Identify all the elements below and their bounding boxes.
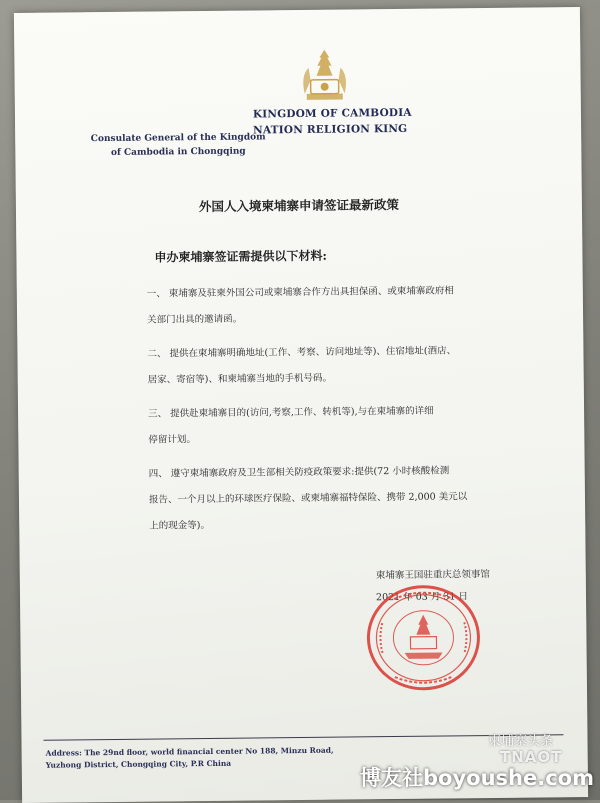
requirement-item-4: 四、 遵守柬埔寨政府及卫生部相关防疫政策要求:提供(72 小时核酸检测 报告、一个月以上的环球医疗保险、或柬埔寨福特保险、携带 2,000 美元以 上的现金等)。 <box>148 465 468 532</box>
document-title: 外国人入境柬埔寨申请签证最新政策 <box>198 196 399 215</box>
requirements-list <box>147 278 530 548</box>
footer-divider <box>43 734 563 740</box>
consulate-line-1: Consulate General of the Kingdom <box>90 132 266 145</box>
watermark-brand-en: TNAOT <box>500 748 563 766</box>
requirement-item-2: 二、 提供在柬埔寨明确地址(工作、考察、访问地址等)、住宿地址(酒店、 居家、寄宿等)、和柬埔寨当地的手机号码。 <box>147 345 457 386</box>
document-subheading: 申办柬埔寨签证需提供以下材料: <box>154 248 327 265</box>
consulate-line-2: of Cambodia in Chongqing <box>110 146 246 158</box>
official-stamp-icon <box>364 582 483 693</box>
watermark-site: 博友社boyoushe.com <box>360 766 594 790</box>
address-block <box>46 745 346 772</box>
kingdom-line: KINGDOM OF CAMBODIA <box>252 106 412 121</box>
motto-line: NATION RELIGION KING <box>253 122 408 137</box>
signature-org: 柬埔寨王国驻重庆总领事馆 <box>375 569 490 582</box>
requirement-item-3: 三、 提供赴柬埔寨目的(访问,考察,工作、转机等),与在柬埔寨的详细 停留计划。 <box>148 405 434 446</box>
requirement-item-1: 一、 柬埔寨及驻柬外国公司或柬埔寨合作方出具担保函、或柬埔寨政府相 关部门出具的邀请函。 <box>146 285 454 326</box>
address-line-2: Yuzhong District, Chongqing City, P.R China <box>45 758 232 770</box>
watermark-brand-cn: 柬埔寨头条 <box>488 734 554 749</box>
consulate-heading <box>83 130 273 160</box>
address-line-1: Address: The 29nd floor, world financial center No 188, Minzu Road, <box>45 745 334 758</box>
signature-date: 2021 年 03 月 31 日 <box>375 591 469 604</box>
document-page <box>14 7 588 803</box>
royal-emblem-icon <box>296 45 353 106</box>
kingdom-heading <box>253 104 453 138</box>
